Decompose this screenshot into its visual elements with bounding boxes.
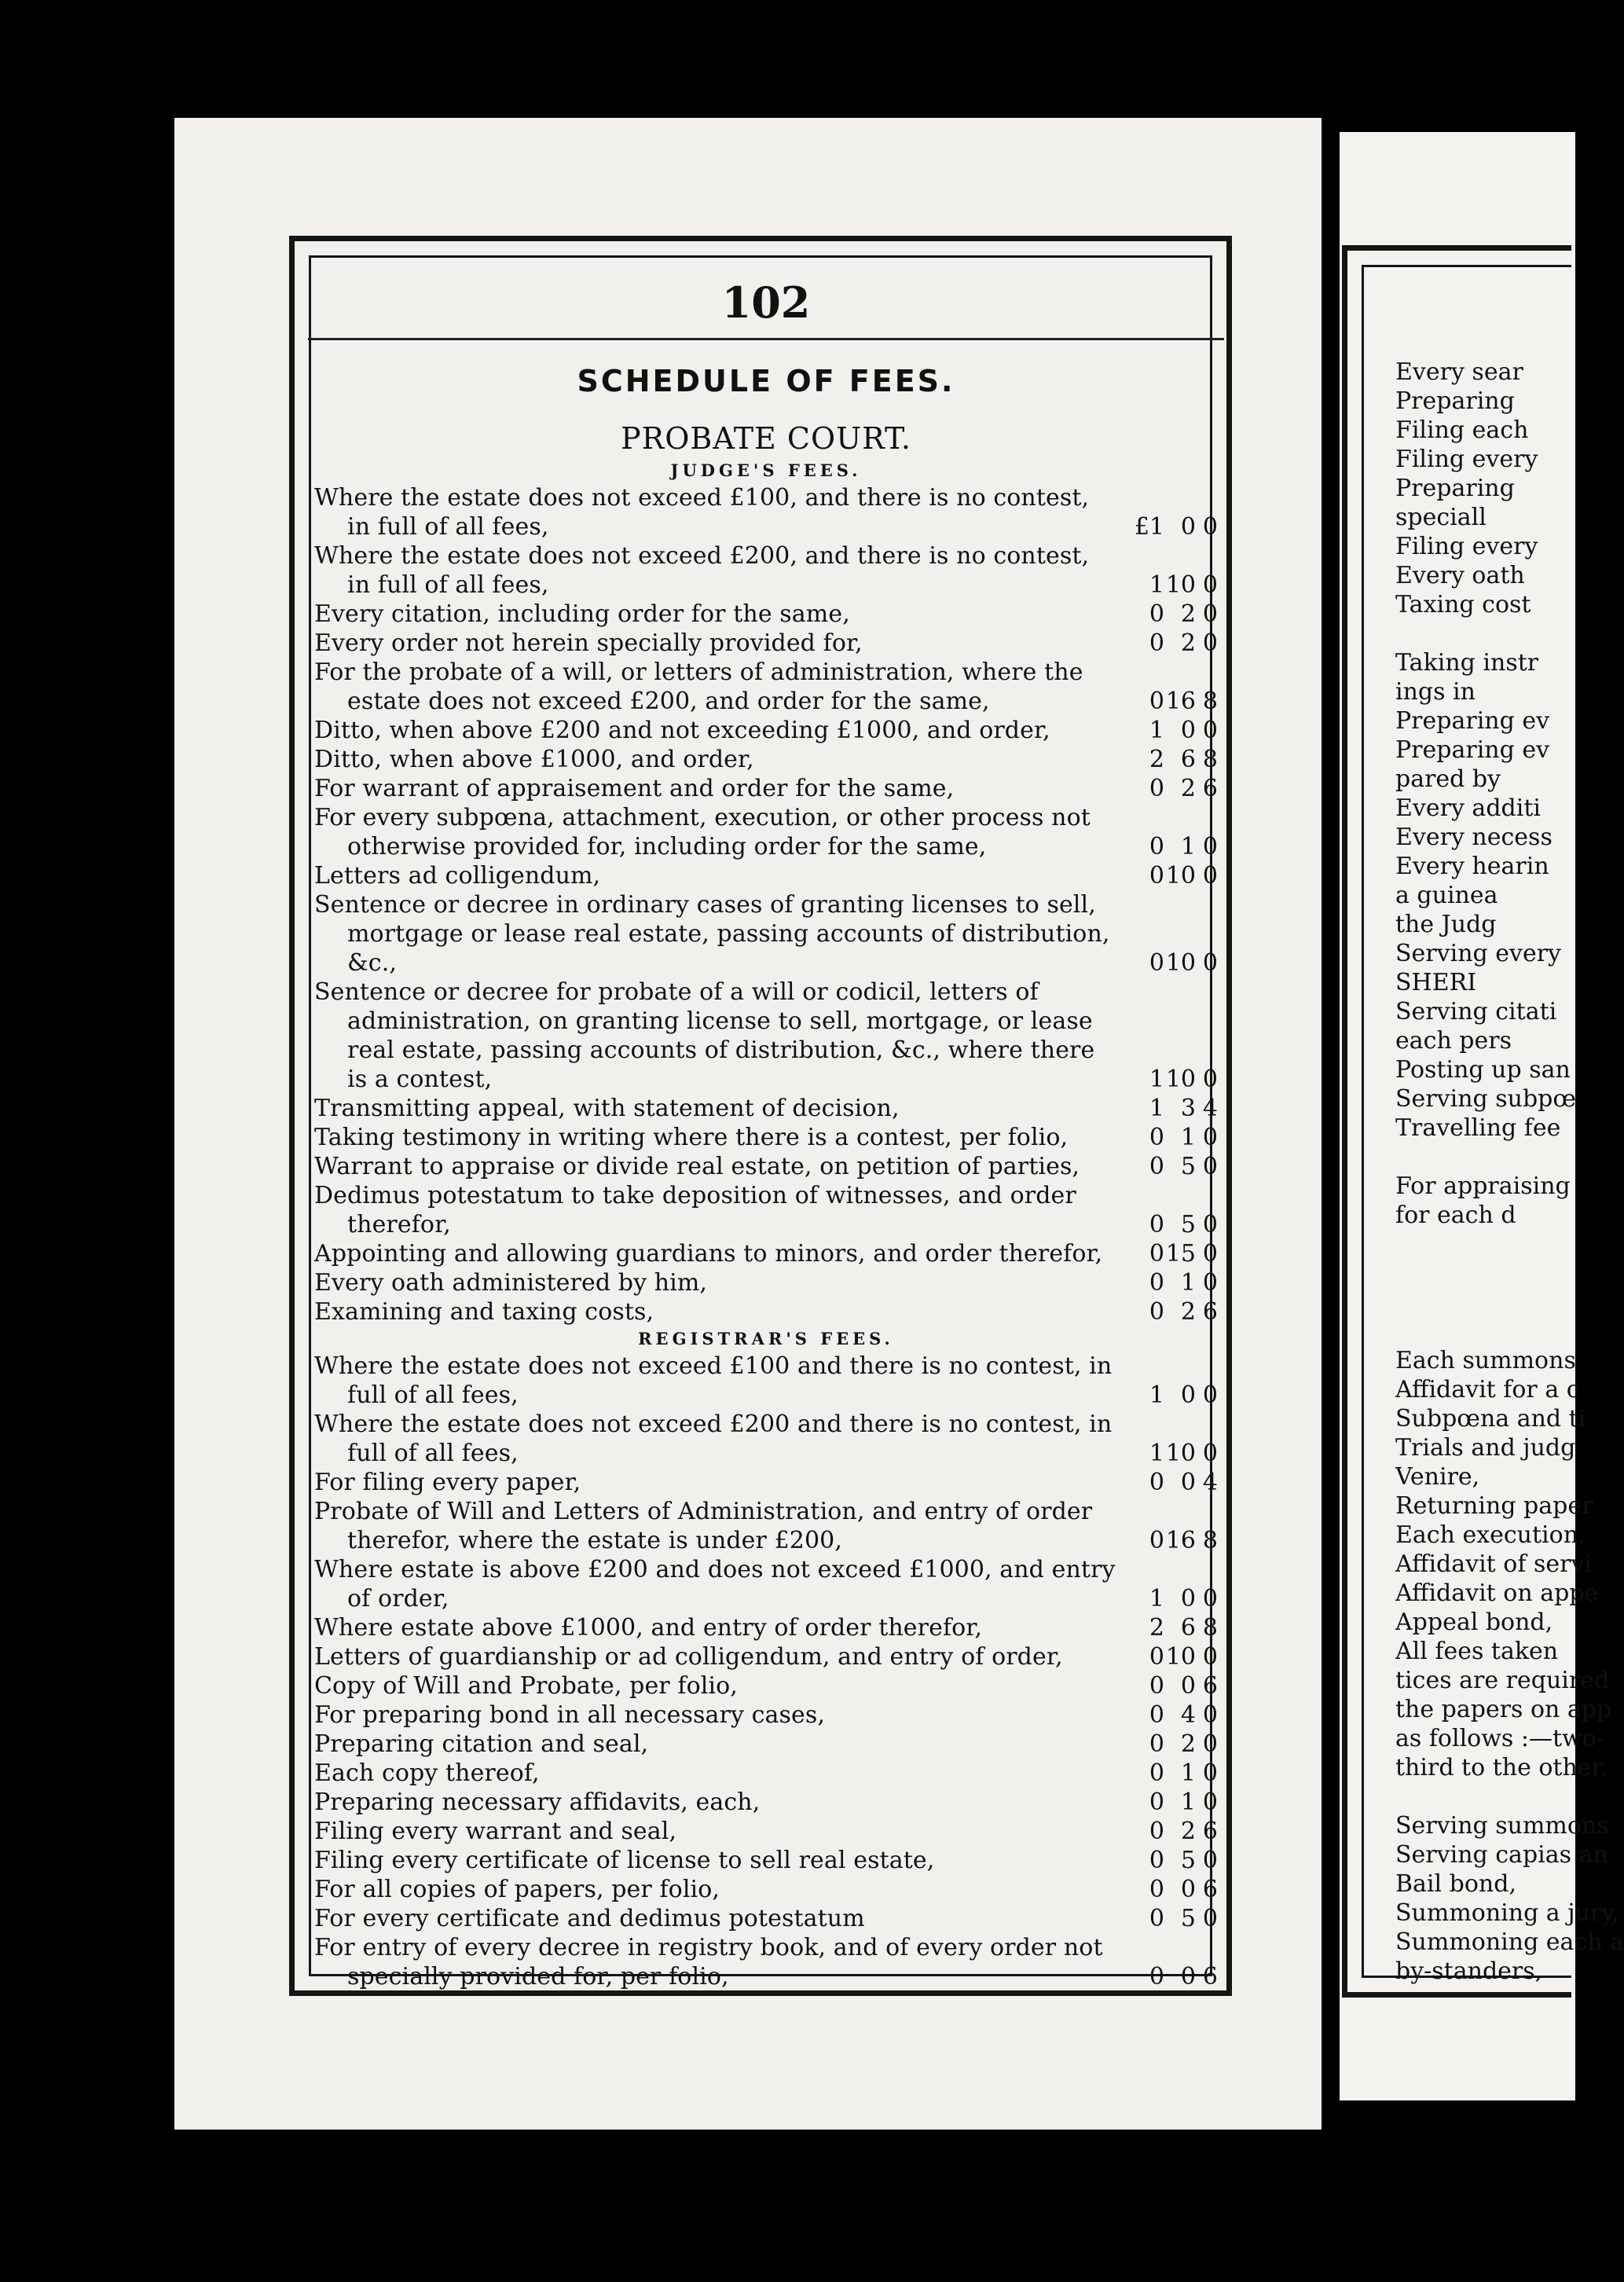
fee-description: Where the estate does not exceed £200, and there is no contest, in full of all fees, (314, 542, 1090, 599)
fee-pence: 0 (1202, 1124, 1218, 1151)
fee-pounds: 0 (1149, 1643, 1164, 1671)
fee-description: Warrant to appraise or divide real estate, on petition of parties, (314, 1153, 1080, 1180)
fee-pounds: 0 (1149, 1469, 1164, 1496)
facing-page-line (1395, 1782, 1571, 1811)
fee-shillings: 2 (1180, 1298, 1196, 1326)
fee-shillings: 1 (1180, 1759, 1196, 1787)
fee-pence: 8 (1202, 746, 1218, 773)
fee-amount (1119, 774, 1218, 803)
facing-page-line: third to the other. (1395, 1754, 1608, 1781)
fee-pounds: 0 (1149, 1963, 1164, 1990)
fee-amount (1119, 1613, 1218, 1642)
fee-amount (1119, 745, 1218, 774)
fee-shillings: 5 (1180, 1211, 1196, 1238)
fee-shillings: 0 (1180, 1469, 1196, 1496)
fee-pence: 0 (1202, 1905, 1218, 1932)
facing-page-line (1395, 1230, 1571, 1259)
facing-page-line: a guinea (1395, 882, 1498, 909)
fee-pence: 0 (1202, 1381, 1218, 1409)
facing-page-line: Preparing ev (1395, 707, 1550, 735)
fee-amount (1119, 1962, 1218, 1991)
fee-pounds: 0 (1149, 600, 1164, 628)
fee-description: Probate of Will and Letters of Administration, and entry of order therefor, where the estate is under £200, (314, 1498, 1093, 1554)
facing-page-line: Taking instr (1395, 649, 1539, 677)
fee-shillings: 10 (1165, 862, 1196, 890)
fee-pounds: £1 (1134, 513, 1164, 541)
fee-amount (1119, 1297, 1218, 1326)
fee-amount (1119, 861, 1218, 890)
fee-pounds: 0 (1149, 949, 1164, 977)
fee-description: Preparing necessary affidavits, each, (314, 1789, 761, 1816)
fee-pounds: 0 (1149, 1789, 1164, 1816)
page-content (314, 267, 1218, 1991)
fee-pounds: 0 (1149, 629, 1164, 657)
fee-entry (314, 1468, 1218, 1497)
fee-entry (314, 1817, 1218, 1846)
fee-description: Where the estate does not exceed £200 and there is no contest, in full of all fees, (314, 1411, 1113, 1467)
facing-page-line: Venire, (1395, 1463, 1480, 1491)
facing-page-line: Every hearin (1395, 853, 1549, 880)
fee-amount (1119, 1584, 1218, 1613)
fee-pounds: 0 (1149, 1211, 1164, 1238)
fee-entry (314, 861, 1218, 890)
fee-pounds: 0 (1149, 688, 1164, 715)
fee-entry (314, 1700, 1218, 1730)
fee-amount (1119, 1123, 1218, 1152)
fee-pence: 0 (1202, 1585, 1218, 1612)
fee-description: Each copy thereof, (314, 1759, 540, 1787)
fee-description: Preparing citation and seal, (314, 1730, 649, 1758)
facing-page-line: as follows :—two- (1395, 1725, 1604, 1752)
fee-entry (314, 1904, 1218, 1933)
facing-page-line: Returning paper (1395, 1492, 1593, 1520)
fee-shillings: 16 (1165, 1527, 1196, 1554)
fee-pounds: 0 (1149, 1847, 1164, 1874)
facing-page-line: speciall (1395, 504, 1487, 531)
fee-entry (314, 978, 1218, 1094)
fee-amount (1119, 600, 1218, 629)
fee-amount (1119, 629, 1218, 658)
fee-entry (314, 1123, 1218, 1152)
fee-description: Sentence or decree in ordinary cases of granting licenses to sell, mortgage or lease real estate, passing accounts of distribution, &c., (314, 891, 1110, 977)
fee-amount (1119, 716, 1218, 745)
fee-pounds: 0 (1149, 1905, 1164, 1932)
facing-page-line: by-standers, (1395, 1957, 1543, 1985)
fee-description: Transmitting appeal, with statement of decision, (314, 1095, 900, 1122)
fee-shillings: 0 (1180, 1381, 1196, 1409)
facing-page-line: Affidavit on appe (1395, 1579, 1599, 1607)
facing-page-line (1395, 1317, 1571, 1346)
fee-amount (1119, 1875, 1218, 1904)
facing-page-line: Every necess (1395, 824, 1553, 851)
fee-pounds: 1 (1149, 1095, 1164, 1122)
fee-pence: 0 (1202, 1153, 1218, 1180)
fee-pence: 0 (1202, 600, 1218, 628)
facing-page-line: each pers (1395, 1027, 1512, 1055)
fee-entry (314, 774, 1218, 803)
fee-amount (1119, 1526, 1218, 1555)
facing-page-line: For appraising (1395, 1172, 1571, 1200)
facing-page-line: Serving summons (1395, 1812, 1609, 1840)
fee-pounds: 1 (1149, 1381, 1164, 1409)
facing-page-line: Filing every (1395, 446, 1538, 473)
fee-pounds: 0 (1149, 1527, 1164, 1554)
fee-entry (314, 1730, 1218, 1759)
fee-entry (314, 1846, 1218, 1875)
fee-entry (314, 1555, 1218, 1613)
fee-description: For filing every paper, (314, 1469, 581, 1496)
fee-pounds: 0 (1149, 862, 1164, 890)
facing-page-line: Summoning each a (1395, 1928, 1624, 1956)
fee-pounds: 0 (1149, 1701, 1164, 1729)
fee-description: For warrant of appraisement and order for the same, (314, 775, 955, 802)
fee-entry (314, 1152, 1218, 1181)
fee-entry (314, 1268, 1218, 1297)
facing-page-line: Affidavit of servi (1395, 1550, 1593, 1578)
fee-pence: 0 (1202, 1847, 1218, 1874)
fee-entry (314, 1759, 1218, 1788)
facing-page-line: Each summons (1395, 1347, 1576, 1374)
fee-pence: 0 (1202, 1211, 1218, 1238)
fee-description: Every citation, including order for the same, (314, 600, 850, 628)
fee-description: Letters of guardianship or ad colligendum, and entry of order, (314, 1643, 1063, 1671)
fee-shillings: 0 (1180, 1672, 1196, 1700)
facing-page-line (1395, 1288, 1571, 1317)
facing-page-line: tices are required (1395, 1667, 1610, 1694)
fee-amount (1119, 1381, 1218, 1410)
fee-pence: 0 (1202, 1759, 1218, 1787)
fee-entry (314, 1094, 1218, 1123)
fee-pounds: 0 (1149, 1298, 1164, 1326)
fee-entry (314, 1642, 1218, 1671)
facing-page-line: Trials and judg (1395, 1434, 1576, 1462)
fee-shillings: 1 (1180, 1269, 1196, 1297)
fee-shillings: 0 (1180, 1876, 1196, 1903)
fee-shillings: 1 (1180, 1124, 1196, 1151)
fee-description: Examining and taxing costs, (314, 1298, 654, 1326)
fee-entry (314, 541, 1218, 600)
fee-pence: 0 (1202, 1701, 1218, 1729)
fee-pence: 0 (1202, 629, 1218, 657)
fee-shillings: 5 (1180, 1905, 1196, 1932)
fee-shillings: 0 (1180, 513, 1196, 541)
page-number: 102 (721, 277, 811, 328)
page-title: SCHEDULE OF FEES. (577, 364, 955, 398)
fee-amount (1119, 1730, 1218, 1759)
fee-entry (314, 1239, 1218, 1268)
fee-pence: 8 (1202, 1527, 1218, 1554)
facing-page-line: Travelling fee (1395, 1114, 1561, 1142)
fee-pence: 8 (1202, 1614, 1218, 1642)
fee-entry (314, 1181, 1218, 1239)
fee-pence: 0 (1202, 1643, 1218, 1671)
facing-page-line: Every oath (1395, 562, 1525, 589)
fee-pence: 6 (1202, 1672, 1218, 1700)
fee-pounds: 1 (1149, 717, 1164, 744)
fee-amount (1119, 1468, 1218, 1497)
fee-entry (314, 1788, 1218, 1817)
fee-amount (1119, 1846, 1218, 1875)
facing-page-line: Serving citati (1395, 998, 1557, 1025)
fee-pence: 8 (1202, 688, 1218, 715)
fee-pence: 0 (1202, 717, 1218, 744)
fee-description: Filing every certificate of license to sell real estate, (314, 1847, 935, 1874)
fee-entry (314, 1613, 1218, 1642)
fee-amount (1119, 1094, 1218, 1123)
fee-description: Ditto, when above £1000, and order, (314, 746, 754, 773)
court-heading: PROBATE COURT. (621, 421, 911, 456)
fee-shillings: 3 (1180, 1095, 1196, 1122)
fee-shillings: 0 (1180, 1585, 1196, 1612)
facing-page-line: Appeal bond, (1395, 1609, 1553, 1636)
facing-page-line: Every sear (1395, 358, 1523, 386)
fee-entry (314, 1497, 1218, 1555)
fee-entry (314, 600, 1218, 629)
fee-description: For the probate of a will, or letters of administration, where the estate does not exceed £200, and order for the same, (314, 659, 1083, 715)
fee-shillings: 0 (1180, 1963, 1196, 1990)
fee-amount (1119, 1152, 1218, 1181)
fee-description: For every subpœna, attachment, execution, or other process not otherwise provided for, including order for the same, (314, 804, 1091, 860)
fee-shillings: 1 (1180, 1789, 1196, 1816)
fee-description: Letters ad colligendum, (314, 862, 601, 890)
fee-amount (1119, 1817, 1218, 1846)
fee-pence: 0 (1202, 1789, 1218, 1816)
fee-entry (314, 483, 1218, 541)
fee-amount (1119, 1788, 1218, 1817)
fee-entry (314, 1671, 1218, 1700)
fee-pence: 0 (1202, 571, 1218, 599)
fee-pounds: 0 (1149, 1730, 1164, 1758)
fee-pounds: 0 (1149, 1269, 1164, 1297)
facing-page-line (1395, 1143, 1571, 1172)
fee-shillings: 1 (1180, 833, 1196, 860)
fee-description: Where the estate does not exceed £100, and there is no contest, in full of all fees, (314, 484, 1090, 541)
fee-entry (314, 745, 1218, 774)
fee-schedule (314, 458, 1218, 1991)
facing-page-line: Filing every (1395, 533, 1538, 560)
facing-page-line: the Judg (1395, 911, 1497, 938)
fee-amount (1119, 687, 1218, 716)
fee-amount (1119, 1759, 1218, 1788)
facing-page-line: Each execution, (1395, 1521, 1586, 1549)
fee-pence: 4 (1202, 1469, 1218, 1496)
fee-shillings: 2 (1180, 1730, 1196, 1758)
facing-page-line: Posting up san (1395, 1056, 1571, 1084)
fee-shillings: 10 (1165, 1643, 1196, 1671)
fee-description: For every certificate and dedimus potestatum (314, 1905, 865, 1932)
facing-page-line: Bail bond, (1395, 1870, 1516, 1898)
fee-entry (314, 890, 1218, 978)
fee-pounds: 1 (1149, 1585, 1164, 1612)
facing-page-line: Preparing (1395, 387, 1515, 415)
fee-amount (1119, 1239, 1218, 1268)
fee-description: Appointing and allowing guardians to minors, and order therefor, (314, 1240, 1103, 1268)
fee-description: Every oath administered by him, (314, 1269, 708, 1297)
fee-shillings: 5 (1180, 1153, 1196, 1180)
fee-pence: 0 (1202, 1440, 1218, 1467)
facing-page-line: pared by (1395, 765, 1501, 793)
fee-description: For all copies of papers, per folio, (314, 1876, 720, 1903)
fee-shillings: 10 (1165, 1066, 1196, 1093)
section-heading: JUDGE'S FEES. (670, 460, 862, 480)
fee-shillings: 4 (1180, 1701, 1196, 1729)
facing-page-line: Preparing ev (1395, 736, 1550, 764)
fee-shillings: 15 (1165, 1240, 1196, 1268)
fee-description: Where the estate does not exceed £100 and there is no contest, in full of all fees, (314, 1352, 1113, 1409)
fee-amount (1119, 1210, 1218, 1239)
facing-page-line: ings in (1395, 678, 1476, 706)
fee-amount (1119, 1671, 1218, 1700)
fee-shillings: 6 (1180, 746, 1196, 773)
fee-shillings: 16 (1165, 688, 1196, 715)
fee-pounds: 1 (1149, 1066, 1164, 1093)
facing-page-line: Subpœna and ti (1395, 1405, 1586, 1433)
section-heading: REGISTRAR'S FEES. (638, 1329, 894, 1348)
fee-shillings: 2 (1180, 600, 1196, 628)
fee-pence: 0 (1202, 1240, 1218, 1268)
fee-pence: 0 (1202, 1730, 1218, 1758)
fee-amount (1119, 512, 1218, 541)
fee-description: For entry of every decree in registry book, and of every order not specially provided for, per folio, (314, 1934, 1103, 1990)
fee-pence: 0 (1202, 862, 1218, 890)
fee-entry (314, 1352, 1218, 1410)
fee-amount (1119, 1065, 1218, 1094)
fee-description: Sentence or decree for probate of a will or codicil, letters of administration, on granting license to sell, mortgage, or lease real estate, passing accounts of distribution, &c., where there is a contest, (314, 978, 1095, 1093)
fee-description: For preparing bond in all necessary cases, (314, 1701, 825, 1729)
facing-page-line: Serving subpœ (1395, 1085, 1577, 1113)
fee-pounds: 0 (1149, 1818, 1164, 1845)
fee-shillings: 10 (1165, 571, 1196, 599)
fee-pounds: 1 (1149, 1440, 1164, 1467)
fee-amount (1119, 1700, 1218, 1730)
fee-amount (1119, 570, 1218, 600)
fee-pence: 6 (1202, 1298, 1218, 1326)
facing-page-line: Preparing (1395, 475, 1515, 502)
fee-shillings: 5 (1180, 1847, 1196, 1874)
fee-description: Ditto, when above £200 and not exceeding £1000, and order, (314, 717, 1050, 744)
fee-pounds: 0 (1149, 833, 1164, 860)
fee-shillings: 2 (1180, 629, 1196, 657)
facing-page-line: Every additi (1395, 794, 1541, 822)
fee-shillings: 10 (1165, 949, 1196, 977)
fee-description: Where estate is above £200 and does not exceed £1000, and entry of order, (314, 1556, 1116, 1612)
facing-page-line: Serving capias an (1395, 1841, 1608, 1869)
fee-entry (314, 1875, 1218, 1904)
fee-entry (314, 1297, 1218, 1326)
fee-entry (314, 716, 1218, 745)
fee-entry (314, 1933, 1218, 1991)
fee-description: Every order not herein specially provided for, (314, 629, 863, 657)
fee-description: Copy of Will and Probate, per folio, (314, 1672, 738, 1700)
fee-pence: 0 (1202, 513, 1218, 541)
fee-pence: 0 (1202, 833, 1218, 860)
fee-pounds: 0 (1149, 1153, 1164, 1180)
fee-amount (1119, 1642, 1218, 1671)
fee-entry (314, 658, 1218, 716)
fee-amount (1119, 1268, 1218, 1297)
fee-amount (1119, 832, 1218, 861)
fee-description: Dedimus potestatum to take deposition of witnesses, and order therefor, (314, 1182, 1076, 1238)
fee-shillings: 0 (1180, 717, 1196, 744)
facing-page-line (1395, 619, 1571, 648)
fee-pounds: 0 (1149, 1672, 1164, 1700)
fee-pence: 6 (1202, 1963, 1218, 1990)
facing-page-text (1395, 358, 1624, 1986)
fee-pounds: 2 (1149, 1614, 1164, 1642)
facing-page-line (1395, 1259, 1571, 1288)
fee-description: Filing every warrant and seal, (314, 1818, 677, 1845)
facing-page-line: Summoning a jury, (1395, 1899, 1619, 1927)
facing-page-line: Taxing cost (1395, 591, 1531, 618)
facing-page-line: Affidavit for a c (1395, 1376, 1580, 1403)
fee-shillings: 2 (1180, 775, 1196, 802)
facing-page-line: All fees taken (1395, 1638, 1559, 1665)
fee-pounds: 0 (1149, 1759, 1164, 1787)
fee-description: Taking testimony in writing where there is a contest, per folio, (314, 1124, 1069, 1151)
fee-description: Where estate above £1000, and entry of order therefor, (314, 1614, 983, 1642)
fee-amount (1119, 948, 1218, 978)
fee-pounds: 0 (1149, 1876, 1164, 1903)
fee-shillings: 10 (1165, 1440, 1196, 1467)
fee-pence: 0 (1202, 1269, 1218, 1297)
facing-page-line: Serving every (1395, 940, 1561, 967)
header-rule (308, 338, 1224, 340)
facing-page-line: SHERI (1395, 969, 1477, 996)
fee-pence: 6 (1202, 1818, 1218, 1845)
fee-entry (314, 1410, 1218, 1468)
fee-shillings: 6 (1180, 1614, 1196, 1642)
fee-pounds: 2 (1149, 746, 1164, 773)
fee-pence: 0 (1202, 949, 1218, 977)
fee-entry (314, 629, 1218, 658)
fee-pounds: 0 (1149, 1124, 1164, 1151)
fee-shillings: 2 (1180, 1818, 1196, 1845)
facing-page-line: Filing each (1395, 416, 1529, 444)
fee-pence: 6 (1202, 1876, 1218, 1903)
fee-entry (314, 803, 1218, 861)
fee-amount (1119, 1904, 1218, 1933)
fee-amount (1119, 1439, 1218, 1468)
facing-page-line: for each d (1395, 1202, 1516, 1229)
facing-page-line: the papers on app (1395, 1696, 1612, 1723)
fee-pence: 6 (1202, 775, 1218, 802)
fee-pounds: 0 (1149, 1240, 1164, 1268)
fee-pence: 0 (1202, 1066, 1218, 1093)
fee-pence: 4 (1202, 1095, 1218, 1122)
fee-pounds: 1 (1149, 571, 1164, 599)
fee-pounds: 0 (1149, 775, 1164, 802)
